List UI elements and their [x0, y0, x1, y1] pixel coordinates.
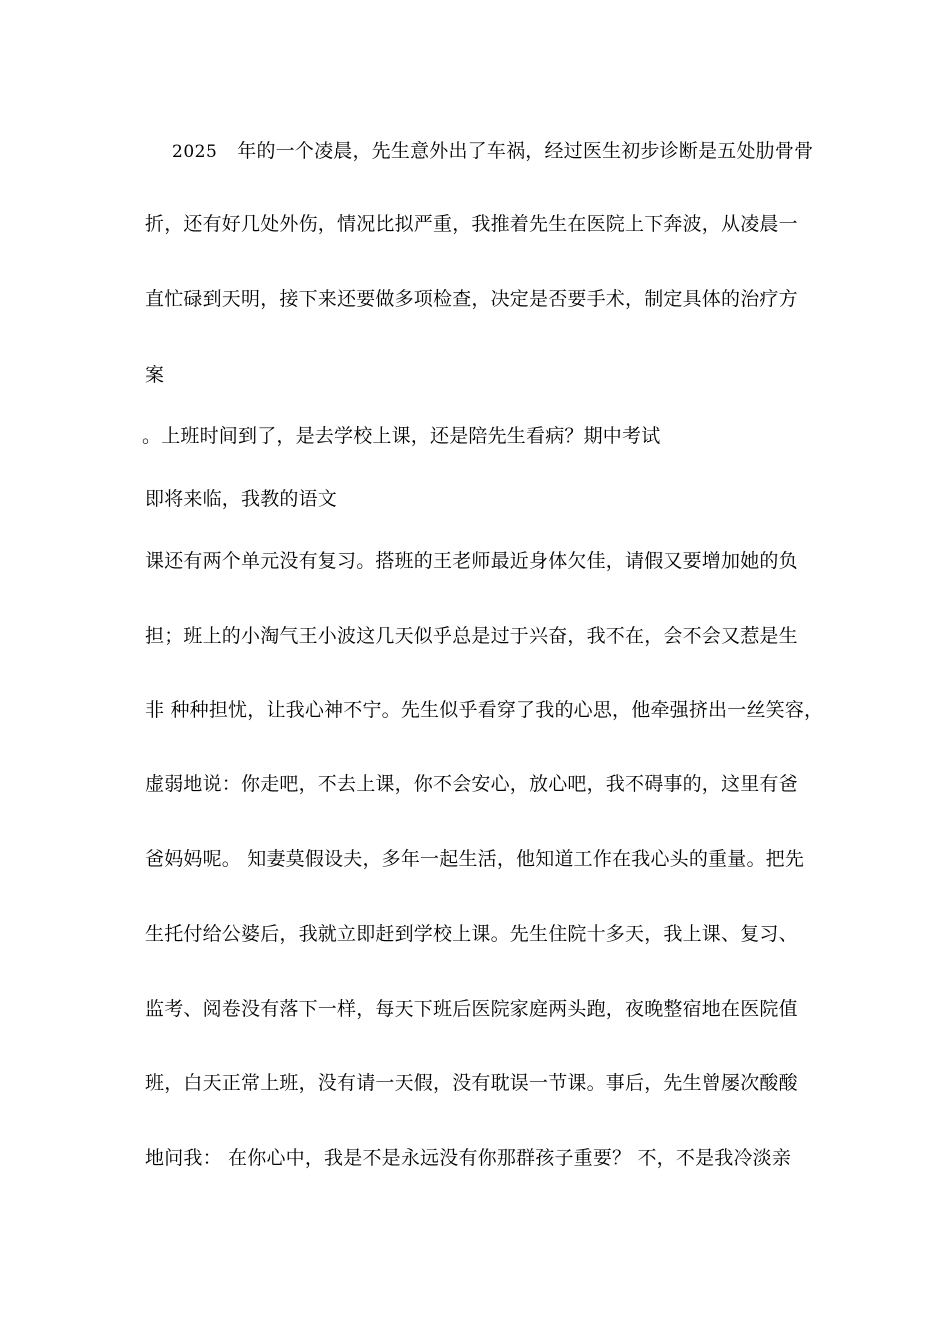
- paragraph-line-11: 爸妈妈呢。 知妻莫假设夫，多年一起生活，他知道工作在我心头的重量。把先: [145, 848, 805, 870]
- paragraph-line-8: 担；班上的小淘气王小波这几天似乎总是过于兴奋，我不在，会不会又惹是生: [145, 625, 798, 647]
- paragraph-line-2: 折，还有好几处外伤，情况比拟严重，我推着先生在医院上下奔波，从凌晨一: [145, 213, 798, 235]
- year-number: 2025: [172, 142, 218, 162]
- paragraph-line-14: 班，白天正常上班，没有请一天假，没有耽误一节课。事后，先生曾屡次酸酸: [145, 1072, 798, 1094]
- paragraph-line-10: 虚弱地说：你走吧，不去上课，你不会安心，放心吧，我不碍事的，这里有爸: [145, 773, 798, 795]
- line-text: 年的一个凌晨，先生意外出了车祸，经过医生初步诊断是五处肋骨骨: [237, 140, 814, 162]
- paragraph-line-13: 监考、阅卷没有落下一样，每天下班后医院家庭两头跑，夜晚整宿地在医院值: [145, 998, 798, 1020]
- paragraph-line-6: 即将来临，我教的语文: [145, 488, 338, 510]
- paragraph-line-4: 案: [145, 364, 165, 386]
- paragraph-line-5: 。上班时间到了，是去学校上课，还是陪先生看病？期中考试: [142, 425, 661, 447]
- paragraph-line-1: [172, 139, 813, 164]
- paragraph-line-15: 地问我： 在你心中，我是不是永远没有你那群孩子重要？ 不，不是我冷淡亲: [145, 1147, 792, 1169]
- paragraph-line-7: 课还有两个单元没有复习。搭班的王老师最近身体欠佳，请假又要增加她的负: [145, 550, 798, 572]
- paragraph-line-9: 非 种种担忧，让我心神不宁。先生似乎看穿了我的心思，他牵强挤出一丝笑容，: [145, 699, 824, 721]
- paragraph-line-12: 生托付给公婆后，我就立即赶到学校上课。先生住院十多天，我上课、复习、: [145, 923, 798, 945]
- paragraph-line-3: 直忙碌到天明，接下来还要做多项检查，决定是否要手术，制定具体的治疗方: [145, 288, 798, 310]
